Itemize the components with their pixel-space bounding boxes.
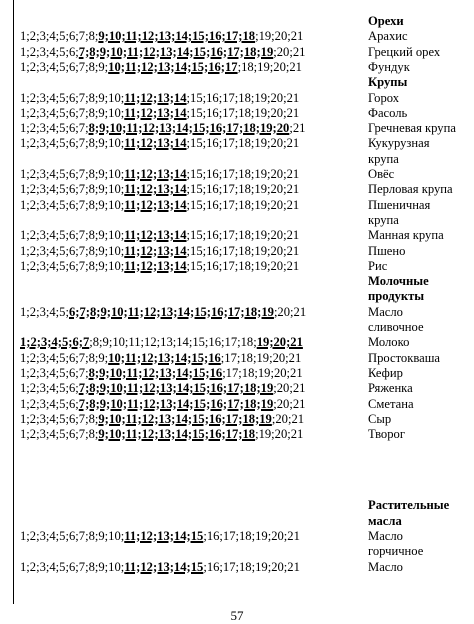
days-normal: 1;2;3;4;5;6;7;8;9;10;: [20, 258, 125, 273]
day-range-row: [20, 106, 299, 121]
days-normal: ;20;21: [273, 304, 307, 319]
day-range-row: [20, 529, 300, 544]
days-normal: ;15;16;17;18;19;20;21: [186, 197, 300, 212]
section-title: масла: [368, 513, 402, 528]
days-highlighted: 7;8;9;10;11;12;13;14;15;16;17;18;19: [78, 44, 274, 59]
days-highlighted: 9;10;11;12;13;14;15;16;17;18;19: [98, 411, 272, 426]
days-highlighted: 1;2;3;4;5;6;7: [20, 335, 90, 350]
product-name: горчичное: [368, 544, 424, 559]
days-normal: 1;2;3;4;5;6;7;8;9;10;: [20, 167, 125, 181]
days-normal: 1;2;3;4;5;6;7;8;9;10;: [20, 529, 125, 543]
days-highlighted: 19;20;21: [256, 335, 303, 350]
product-name: Ряженка: [368, 381, 413, 396]
day-range-row: [20, 560, 300, 575]
days-highlighted: 11;12;13;14: [124, 90, 187, 105]
day-range-row: [20, 351, 301, 366]
days-normal: 1;2;3;4;5;6;7;: [20, 121, 89, 136]
days-normal: 1;2;3;4;5;6;7;8;9;10;: [20, 136, 125, 151]
days-normal: ;15;16;17;18;19;20;21: [186, 90, 300, 105]
days-highlighted: 11;12;13;14: [124, 258, 187, 273]
product-name: Сметана: [368, 396, 414, 411]
product-name: Горох: [368, 90, 400, 105]
days-highlighted: 9;10;11;12;13;14;15;16;17;18: [98, 29, 256, 44]
day-range-row: [20, 244, 299, 259]
days-normal: ;15;16;17;18;19;20;21: [186, 167, 300, 181]
days-normal: ;15;16;17;18;19;20;21: [186, 182, 300, 197]
days-highlighted: 11;12;13;14: [124, 105, 187, 120]
days-highlighted: 11;12;13;14: [124, 197, 187, 212]
product-name: Пшеничная: [368, 197, 431, 212]
days-normal: ;8;9;10;11;12;13;14;15;16;17;18;: [89, 335, 257, 350]
days-normal: ;17;18;19;20;21: [220, 350, 302, 365]
days-normal: ;18;19;20;21: [237, 59, 302, 74]
days-normal: ;20;21: [273, 396, 306, 411]
page-number: 57: [230, 608, 244, 623]
product-name: Фасоль: [368, 105, 408, 120]
product-name: Сыр: [368, 411, 392, 426]
days-normal: ;16;17;18;19;20;21: [203, 559, 300, 574]
days-normal: 1;2;3;4;5;6;7;8;9;10;: [20, 197, 125, 212]
product-name: Овёс: [368, 167, 395, 181]
days-normal: 1;2;3;4;5;6;7;8;: [20, 427, 99, 442]
product-name: Манная крупа: [368, 228, 444, 243]
days-normal: ;15;16;17;18;19;20;21: [186, 228, 300, 243]
product-name: крупа: [368, 151, 399, 166]
days-normal: ;15;16;17;18;19;20;21: [186, 258, 300, 273]
day-range-row: [20, 427, 303, 442]
day-range-row: [20, 91, 299, 106]
days-normal: 1;2;3;4;5;6;7;8;9;10;: [20, 182, 125, 197]
section-title: продукты: [368, 289, 425, 304]
product-name: Творог: [368, 427, 405, 442]
product-name: Перловая крупа: [368, 182, 453, 197]
days-highlighted: 8;9;10;11;12;13;14;15;16;17;18;19;20: [88, 121, 290, 136]
day-range-row: [20, 167, 299, 182]
days-normal: 1;2;3;4;5;6;7;8;9;10;: [20, 105, 125, 120]
days-normal: 1;2;3;4;5;6;: [20, 396, 79, 411]
day-range-row: [20, 412, 304, 427]
days-normal: 1;2;3;4;5;: [20, 304, 69, 319]
day-range-row: [20, 182, 299, 197]
days-highlighted: 11;12;13;14: [124, 167, 187, 181]
days-normal: 1;2;3;4;5;6;7;8;9;10;: [20, 90, 125, 105]
day-range-row: [20, 397, 305, 412]
left-margin-rule: [13, 0, 14, 604]
days-normal: 1;2;3;4;5;6;7;8;9;10;: [20, 243, 125, 258]
day-range-row: [20, 381, 305, 396]
days-highlighted: 7;8;9;10;11;12;13;14;15;16;17;18;19: [78, 396, 274, 411]
product-name: Масло: [368, 304, 403, 319]
days-normal: ;21: [289, 121, 306, 136]
days-highlighted: 11;12;13;14;15: [124, 559, 204, 574]
section-title: Молочные: [368, 274, 429, 289]
product-name: Рис: [368, 258, 388, 273]
days-normal: 1;2;3;4;5;6;: [20, 44, 79, 59]
days-normal: ;16;17;18;19;20;21: [203, 529, 300, 543]
days-normal: ;20;21: [271, 411, 305, 426]
days-normal: 1;2;3;4;5;6;7;8;9;: [20, 350, 109, 365]
days-normal: ;20;21: [273, 44, 306, 59]
days-highlighted: 10;11;12;13;14;15;16: [108, 350, 221, 365]
section-title: Крупы: [368, 75, 408, 90]
days-highlighted: 11;12;13;14;15: [124, 529, 204, 543]
days-normal: ;15;16;17;18;19;20;21: [186, 243, 300, 258]
day-range-row: [20, 305, 306, 320]
product-name: Пшено: [368, 243, 406, 258]
day-range-row: [20, 45, 305, 60]
day-range-row: [20, 259, 299, 274]
section-title: Растительные: [368, 498, 450, 513]
days-normal: 1;2;3;4;5;6;7;8;9;: [20, 59, 109, 74]
days-highlighted: 8;9;10;11;12;13;14;15;16: [88, 365, 223, 380]
product-name: Фундук: [368, 59, 410, 74]
days-normal: 1;2;3;4;5;6;7;8;9;10;: [20, 228, 125, 243]
day-range-row: [20, 198, 299, 213]
product-name: Масло: [368, 559, 403, 574]
days-normal: 1;2;3;4;5;6;7;8;9;10;: [20, 559, 125, 574]
days-normal: ;19;20;21: [255, 427, 304, 442]
days-highlighted: 7;8;9;10;11;12;13;14;15;16;17;18;19: [78, 381, 274, 396]
product-name: Простокваша: [368, 350, 441, 365]
section-title: Орехи: [368, 14, 404, 28]
days-normal: ;15;16;17;18;19;20;21: [186, 105, 300, 120]
product-name: Грецкий орех: [368, 44, 441, 59]
days-highlighted: 9;10;11;12;13;14;15;16;17;18: [98, 427, 256, 442]
product-name: Масло: [368, 529, 403, 543]
day-range-row: [20, 136, 299, 151]
days-highlighted: 11;12;13;14: [124, 228, 187, 243]
days-normal: 1;2;3;4;5;6;7;: [20, 365, 89, 380]
days-normal: ;17;18;19;20;21: [222, 365, 303, 380]
days-normal: 1;2;3;4;5;6;7;8;: [20, 29, 99, 44]
product-name: Арахис: [368, 29, 408, 44]
day-range-row: [20, 121, 305, 136]
days-highlighted: 11;12;13;14: [124, 182, 187, 197]
product-name: Кефир: [368, 365, 403, 380]
product-name: сливочное: [368, 320, 424, 334]
day-range-row: [20, 29, 303, 44]
product-name: Молоко: [368, 335, 410, 350]
days-normal: 1;2;3;4;5;6;7;8;: [20, 411, 99, 426]
product-name: Кукурузная: [368, 136, 430, 151]
day-range-row: [20, 335, 303, 350]
day-range-row: [20, 366, 303, 381]
days-highlighted: 11;12;13;14: [124, 243, 187, 258]
day-range-row: [20, 60, 302, 75]
product-name: крупа: [368, 212, 399, 227]
days-highlighted: 10;11;12;13;14;15;16;17: [108, 59, 238, 74]
day-range-row: [20, 228, 299, 243]
days-highlighted: 6;7;8;9;10;11;12;13;14;15;16;17;18;19: [68, 304, 274, 319]
days-normal: ;15;16;17;18;19;20;21: [186, 136, 300, 151]
product-name: Гречневая крупа: [368, 121, 456, 136]
days-highlighted: 11;12;13;14: [124, 136, 187, 151]
days-normal: ;20;21: [273, 381, 306, 396]
days-normal: 1;2;3;4;5;6;: [20, 381, 79, 396]
days-normal: ;19;20;21: [255, 29, 304, 44]
